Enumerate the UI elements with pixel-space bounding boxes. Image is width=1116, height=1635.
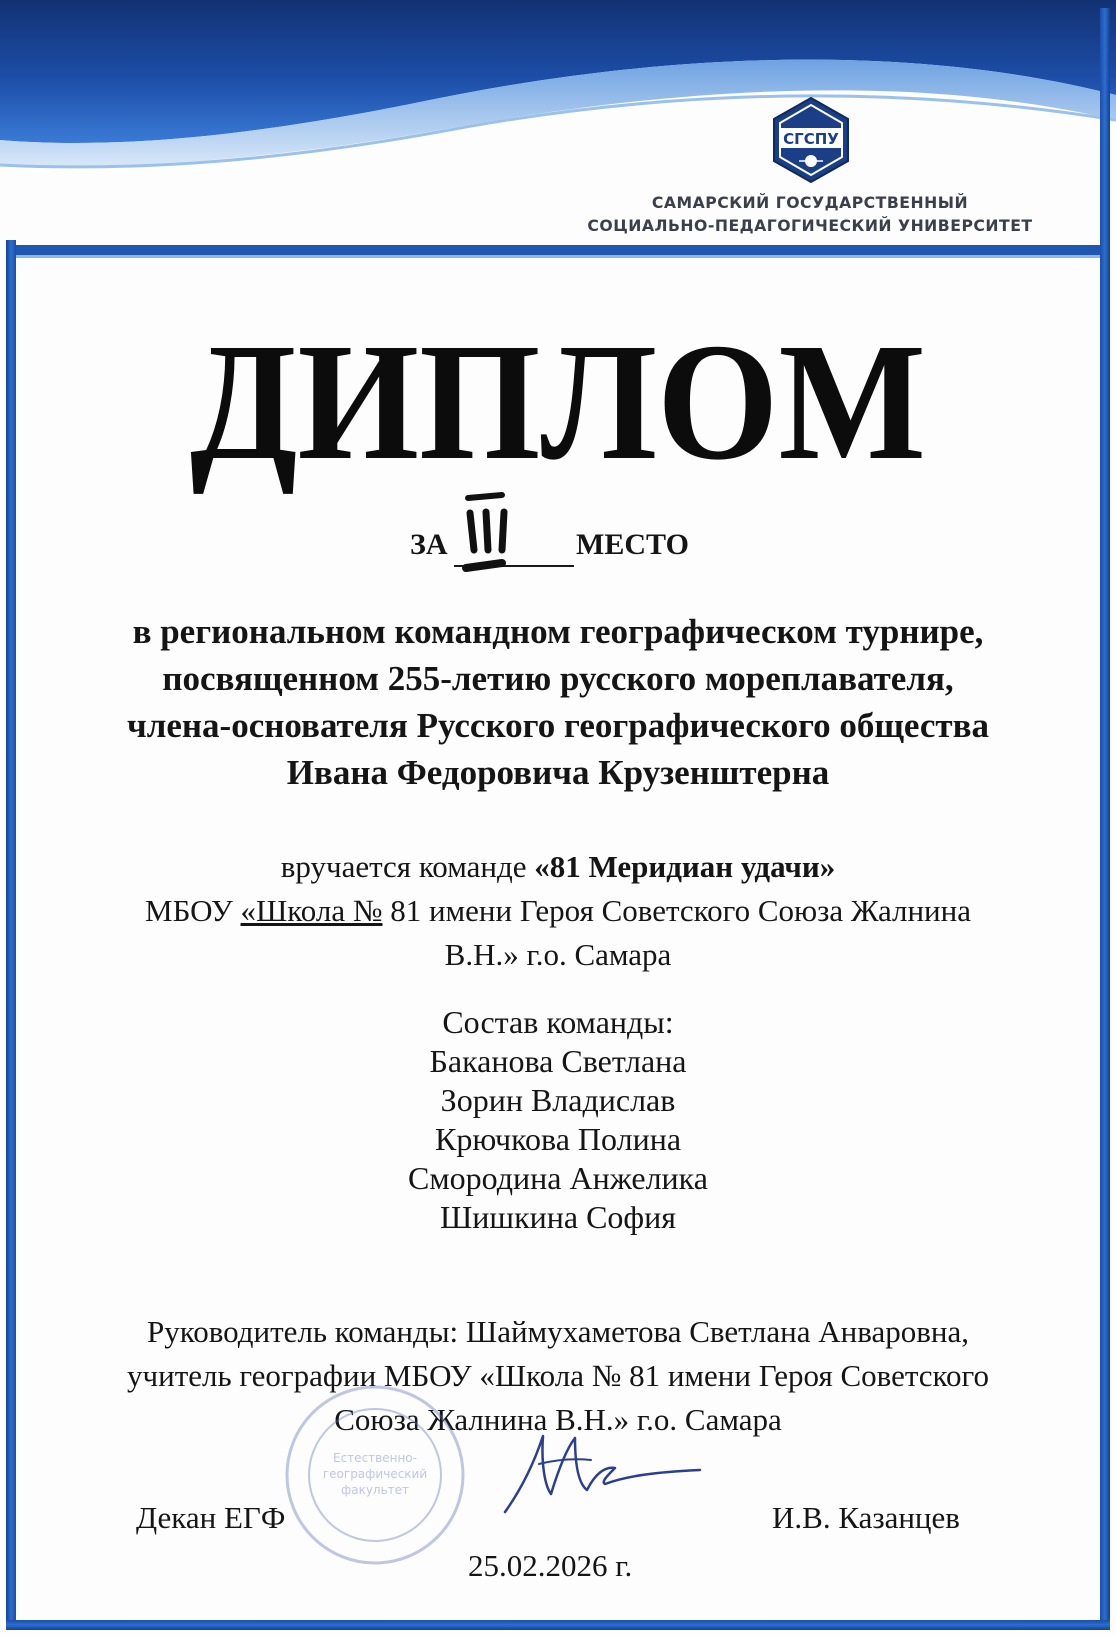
place-suffix: МЕСТО	[576, 528, 689, 561]
team-heading: Состав команды:	[442, 1004, 674, 1040]
awarded-line-1	[0, 845, 1116, 889]
leader-line-1: Руководитель команды: Шаймухаметова Светлана Анваровна,	[147, 1314, 969, 1349]
awarded-line-3: В.Н.» г.о. Самара	[444, 937, 672, 972]
official-stamp	[280, 1380, 470, 1570]
dean-name: И.В. Казанцев	[772, 1500, 960, 1535]
event-line-2: посвященном 255-летию русского мореплавателя,	[162, 659, 954, 698]
team-member: Крючкова Полина	[434, 1121, 682, 1157]
team-member: Шишкина София	[440, 1199, 676, 1235]
event-line-4: Ивана Федоровича Крузенштерна	[286, 753, 830, 792]
issue-date: 25.02.2026 г.	[468, 1548, 633, 1583]
header-wave-decoration	[0, 0, 1116, 280]
university-name	[545, 191, 1074, 237]
school-underlined: «Школа №	[240, 893, 383, 928]
dean-label: Декан ЕГФ	[136, 1500, 286, 1535]
university-line-1: САМАРСКИЙ ГОСУДАРСТВЕННЫЙ	[651, 193, 969, 212]
team-member: Зорин Владислав	[440, 1082, 676, 1118]
svg-text:географический: географический	[322, 1467, 428, 1481]
university-logo-icon	[766, 95, 856, 185]
svg-text:Естественно-: Естественно-	[333, 1451, 417, 1465]
school-org: МБОУ	[145, 893, 241, 928]
logo-text: СГСПУ	[783, 130, 839, 148]
awarded-to	[0, 845, 1116, 977]
frame-bottom-border	[6, 1620, 1110, 1630]
awarded-line-2	[0, 889, 1116, 933]
dean-signature	[495, 1424, 705, 1524]
team-leader	[0, 1310, 1116, 1442]
leader-line-2: учитель географии МБОУ «Школа № 81 имени Героя Советского	[127, 1358, 989, 1393]
leader-line-3: Союза Жалнина В.Н.» г.о. Самара	[334, 1402, 782, 1437]
school-rest: 81 имени Героя Советского Союза Жалнина	[382, 893, 971, 928]
event-description	[0, 608, 1116, 796]
awarded-intro: вручается команде	[280, 849, 535, 884]
place-line	[0, 518, 1116, 578]
handwritten-place-value	[460, 478, 540, 588]
team-composition	[0, 1003, 1116, 1237]
team-member: Баканова Светлана	[429, 1043, 687, 1079]
diploma-title: ДИПЛОМ	[190, 309, 926, 495]
university-line-2: СОЦИАЛЬНО-ПЕДАГОГИЧЕСКИЙ УНИВЕРСИТЕТ	[587, 216, 1033, 235]
place-prefix: ЗА	[410, 528, 448, 561]
event-line-1: в региональном командном географическом турнире,	[132, 612, 984, 651]
team-member: Смородина Анжелика	[408, 1160, 708, 1196]
event-line-3: члена-основателя Русского географического общества	[126, 706, 989, 745]
team-name: «81 Меридиан удачи»	[534, 849, 836, 884]
svg-text:факультет: факультет	[340, 1483, 410, 1497]
